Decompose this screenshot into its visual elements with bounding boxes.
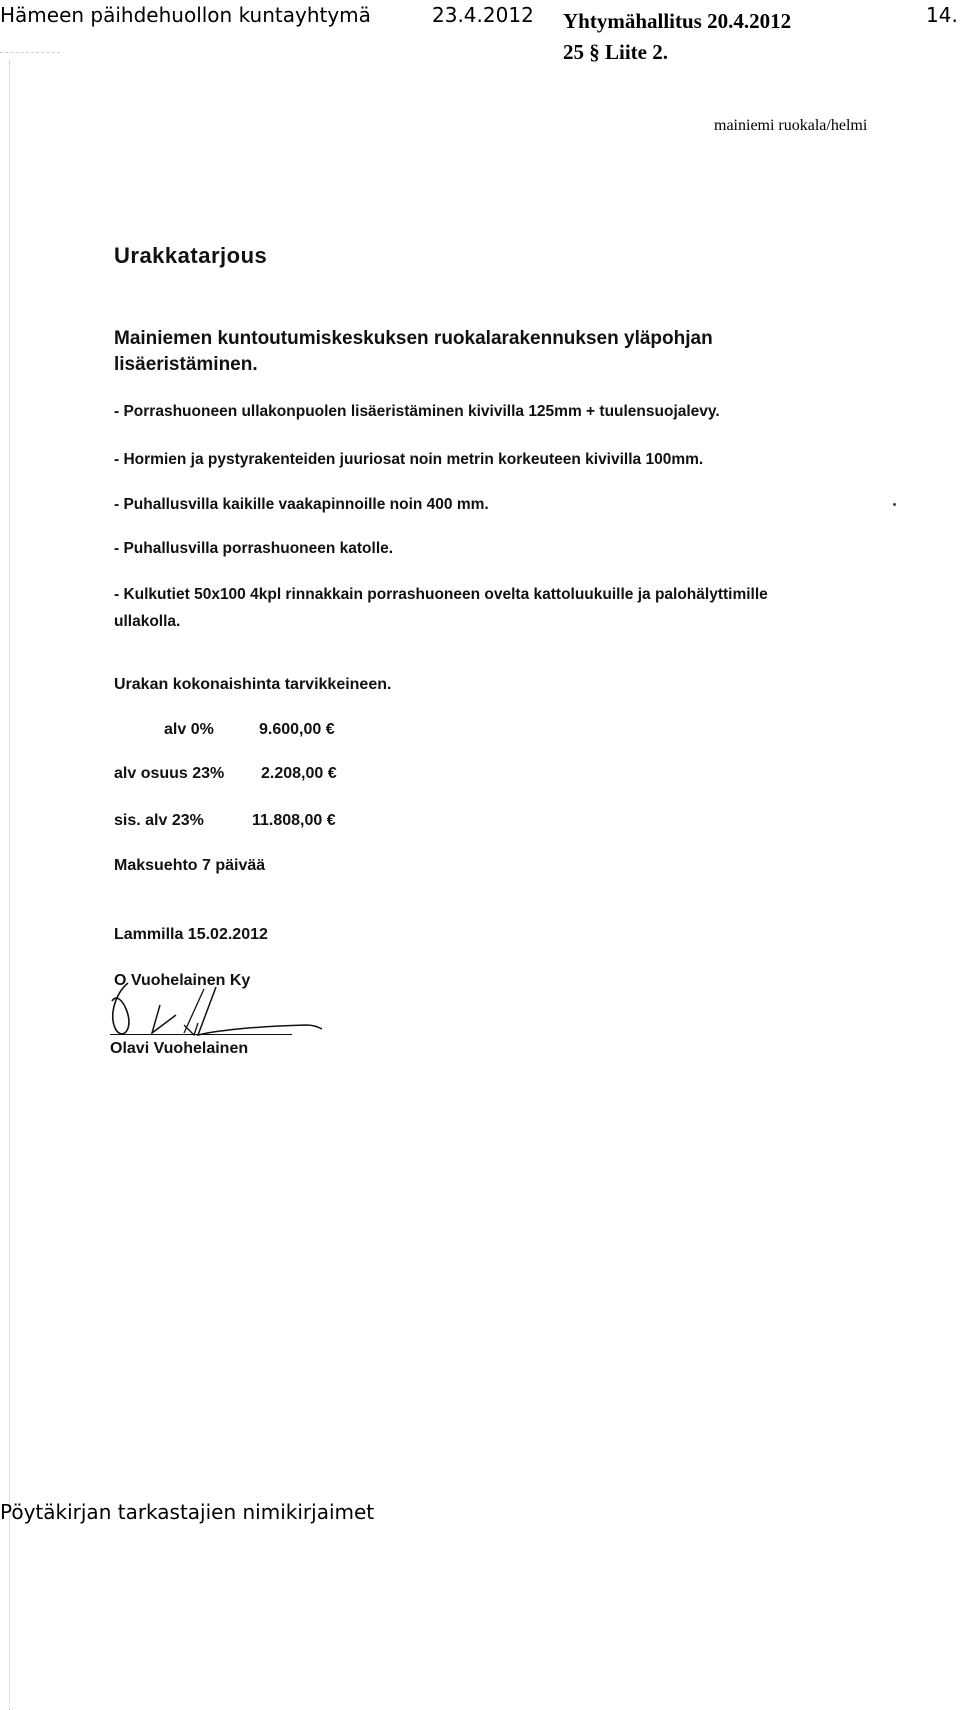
payment-terms: Maksuehto 7 päivää [114, 857, 266, 874]
work-item: - Hormien ja pystyrakenteiden juuriosat noin metrin korkeuteen kivivilla 100mm. [114, 451, 704, 468]
company-name: O Vuohelainen Ky [114, 972, 251, 989]
header-date: 23.4.2012 [432, 3, 534, 27]
scan-dash-artifact [0, 52, 60, 53]
scan-speck [893, 503, 896, 506]
header-organization: Hämeen päihdehuollon kuntayhtymä [0, 3, 371, 27]
work-item: - Puhallusvilla porrashuoneen katolle. [114, 540, 394, 557]
document-reference: mainiemi ruokala/helmi [714, 117, 868, 134]
document-subject: Mainiemen kuntoutumiskeskuksen ruokalarakennuksen yläpohjan lisäeristäminen. [114, 328, 713, 375]
price-label: sis. alv 23% [114, 812, 204, 829]
price-value: 2.208,00 € [261, 765, 337, 782]
price-label: alv 0% [164, 721, 214, 738]
price-value: 11.808,00 € [252, 812, 336, 829]
signature-line [110, 1034, 292, 1035]
work-item: - Puhallusvilla kaikille vaakapinnoille noin 400 mm. [114, 496, 489, 513]
scan-edge-artifact [9, 60, 10, 1710]
work-item: - Kulkutiet 50x100 4kpl rinnakkain porrashuoneen ovelta kattoluukuille ja palohälyttimille ullakolla. [114, 586, 768, 630]
place-date: Lammilla 15.02.2012 [114, 926, 268, 943]
header-page-number: 14. [926, 3, 958, 27]
work-item: - Porrashuoneen ullakonpuolen lisäeristäminen kivivilla 125mm + tuulensuojalevy. [114, 403, 720, 420]
total-heading: Urakan kokonaishinta tarvikkeineen. [114, 676, 392, 693]
price-value: 9.600,00 € [259, 721, 335, 738]
header-section: 25 § Liite 2. [563, 40, 668, 64]
footer-text: Pöytäkirjan tarkastajien nimikirjaimet [0, 1500, 375, 1524]
signer-name: Olavi Vuohelainen [110, 1040, 249, 1057]
price-label: alv osuus 23% [114, 765, 225, 782]
document-title: Urakkatarjous [114, 243, 268, 268]
header-board-meeting: Yhtymähallitus 20.4.2012 [563, 9, 792, 33]
